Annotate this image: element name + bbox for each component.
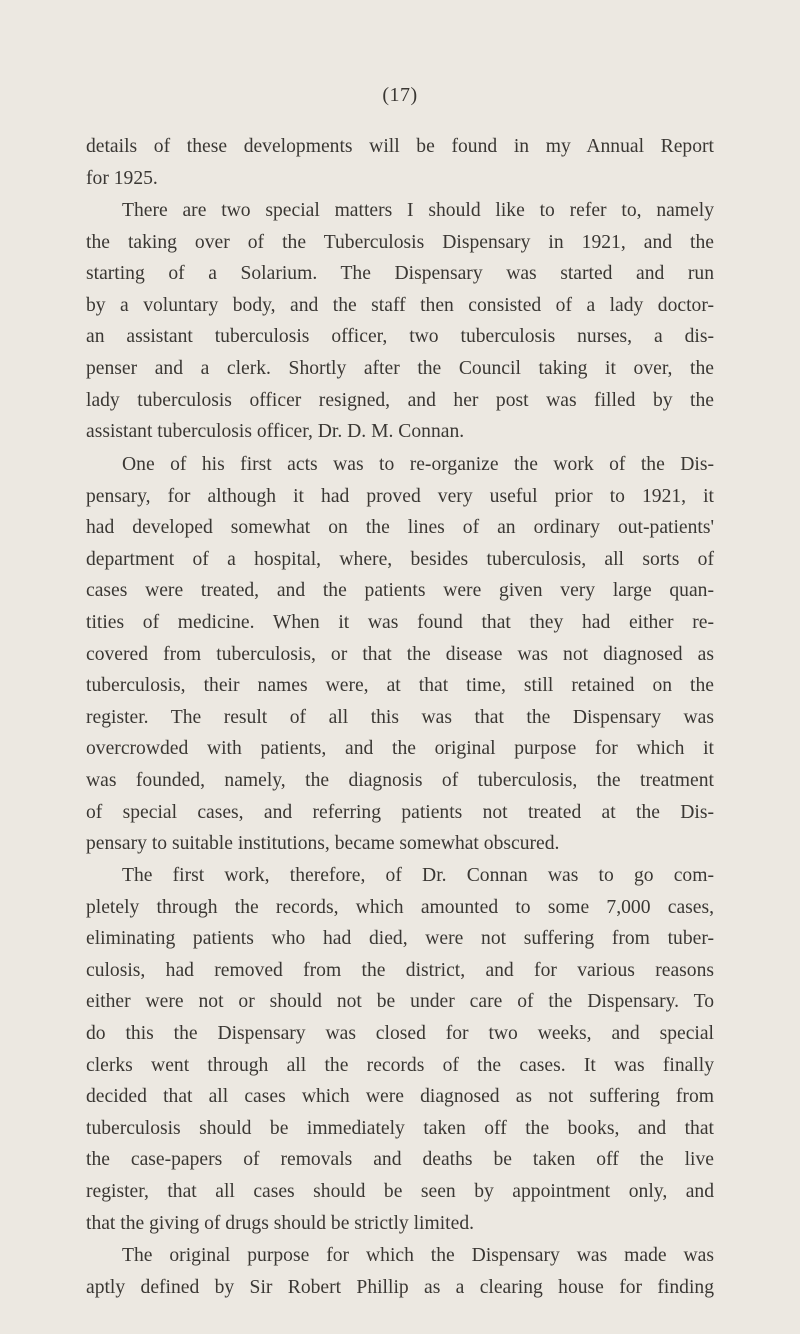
text-line: decided that all cases which were diagnosed as not suffering from [86,1086,714,1108]
text-line: register, that all cases should be seen by appointment only, and [86,1180,714,1202]
text-line: assistant tuberculosis officer, Dr. D. M. Connan. [86,421,465,443]
text-line: either were not or should not be under care of the Dispensary. To [86,991,714,1013]
text-line: There are two special matters I should like to refer to, namely [122,200,714,221]
text-line: aptly defined by Sir Robert Phillip as a clearing house for finding [86,1276,714,1298]
text-line: had developed somewhat on the lines of an ordinary out-patients' [86,517,714,539]
paragraph-4 [86,860,714,1239]
text-line: The first work, therefore, of Dr. Connan was to go com- [122,865,714,886]
text-line: overcrowded with patients, and the original purpose for which it [86,738,714,760]
text-line: was founded, namely, the diagnosis of tuberculosis, the treatment [86,769,714,791]
paragraph-5 [86,1240,714,1303]
text-line: cases were treated, and the patients were given very large quan- [86,580,714,602]
text-line: tuberculosis, their names were, at that time, still retained on the [86,675,714,697]
paragraph-3 [86,449,714,860]
text-line: pensary, for although it had proved very useful prior to 1921, it [86,485,714,507]
text-line: pensary to suitable institutions, became somewhat obscured. [86,833,560,855]
text-line: an assistant tuberculosis officer, two tuberculosis nurses, a dis- [86,326,714,348]
text-line: the taking over of the Tuberculosis Dispensary in 1921, and the [86,231,714,253]
text-line: by a voluntary body, and the staff then consisted of a lady doctor- [86,294,714,316]
text-line: tities of medicine. When it was found that they had either re- [86,611,714,633]
paragraph-1 [86,131,714,194]
text-line: of special cases, and referring patients not treated at the Dis- [86,801,714,823]
text-line: clerks went through all the records of the cases. It was finally [86,1054,714,1076]
text-line: eliminating patients who had died, were not suffering from tuber- [86,928,714,950]
text-line: that the giving of drugs should be strictly limited. [86,1212,475,1234]
text-line: do this the Dispensary was closed for two weeks, and special [86,1022,714,1044]
text-line: register. The result of all this was that the Dispensary was [86,706,714,728]
text-line: penser and a clerk. Shortly after the Council taking it over, the [86,357,714,379]
text-line: starting of a Solarium. The Dispensary was started and run [86,263,714,285]
text-line: tuberculosis should be immediately taken off the books, and that [86,1117,714,1139]
text-line: pletely through the records, which amounted to some 7,000 cases, [86,896,714,918]
paragraph-2 [86,195,714,448]
text-line: The original purpose for which the Dispensary was made was [122,1245,714,1266]
text-line: culosis, had removed from the district, and for various reasons [86,959,714,981]
text-line: One of his first acts was to re-organize the work of the Dis- [122,454,714,475]
text-line: details of these developments will be found in my Annual Report [86,136,714,157]
page-number: (17) [382,84,418,106]
text-line: lady tuberculosis officer resigned, and her post was filled by the [86,389,714,411]
text-line: department of a hospital, where, besides tuberculosis, all sorts of [86,548,714,570]
text-line: for 1925. [86,167,158,189]
text-line: covered from tuberculosis, or that the disease was not diagnosed as [86,643,714,665]
text-line: the case-papers of removals and deaths be taken off the live [86,1149,714,1171]
